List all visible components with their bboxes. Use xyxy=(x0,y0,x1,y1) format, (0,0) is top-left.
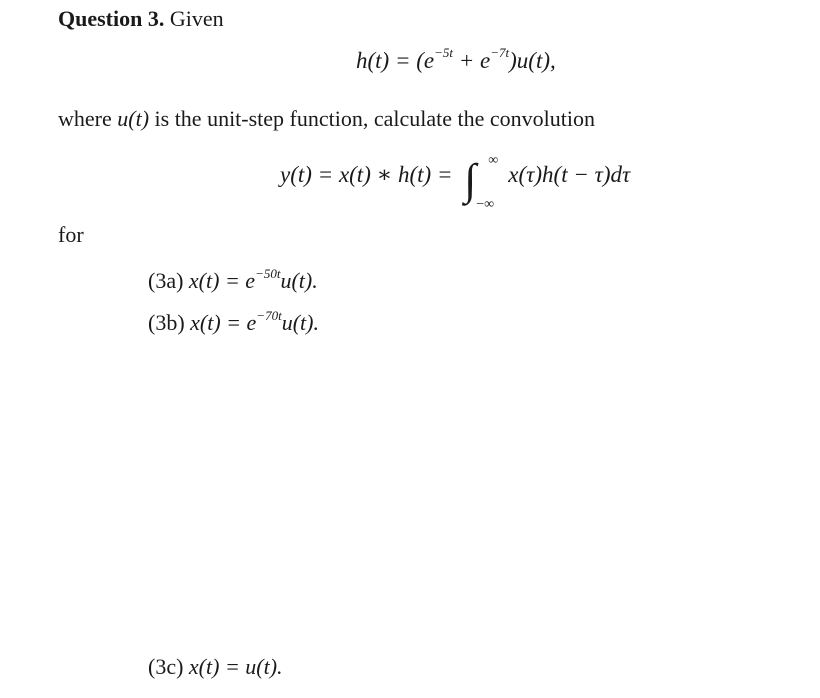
impulse-response-equation xyxy=(356,45,556,74)
integral-lower-limit: −∞ xyxy=(476,197,495,212)
h-plus: + e xyxy=(453,48,491,73)
part-expr: $x(t) = e^{-50t}u(t)$. xyxy=(188,265,318,293)
conv-lhs: y(t) = x(t) ∗ h(t) = xyxy=(280,162,459,187)
part-expr: x(t) = u(t). xyxy=(188,654,283,679)
integral-sign: ∫ ∞ −∞ xyxy=(464,153,499,212)
question-label: Question 3. xyxy=(58,6,165,31)
h-exp-1: −5t xyxy=(434,45,453,61)
for-word: for xyxy=(58,222,84,247)
part-label: (3c) xyxy=(148,654,184,679)
description-paragraph xyxy=(58,106,595,132)
convolution-equation xyxy=(280,153,631,212)
part-3a xyxy=(148,265,318,294)
part-exponent: −50t xyxy=(255,265,281,281)
integral-upper-limit: ∞ xyxy=(488,153,499,168)
para-suffix: is the unit-step function, calculate the convolution xyxy=(149,106,596,131)
part-exponent: −70t xyxy=(256,307,282,323)
part-3c xyxy=(148,654,283,680)
part-expr: $x(t) = e^{-70t}u(t)$. xyxy=(190,307,319,335)
question-heading xyxy=(58,6,224,32)
question-intro: Given xyxy=(169,6,224,31)
part-label: (3b) xyxy=(148,310,185,335)
h-tail: )u(t), xyxy=(509,48,556,73)
para-symbol: u(t) xyxy=(117,106,150,131)
part-label: (3a) xyxy=(148,268,184,293)
h-exp-2: −7t xyxy=(490,45,510,61)
para-prefix: where xyxy=(58,106,118,131)
h-lhs: h(t) = (e xyxy=(356,48,435,73)
part-3b xyxy=(148,307,319,336)
conv-integrand: x(τ)h(t − τ)dτ xyxy=(508,162,631,187)
